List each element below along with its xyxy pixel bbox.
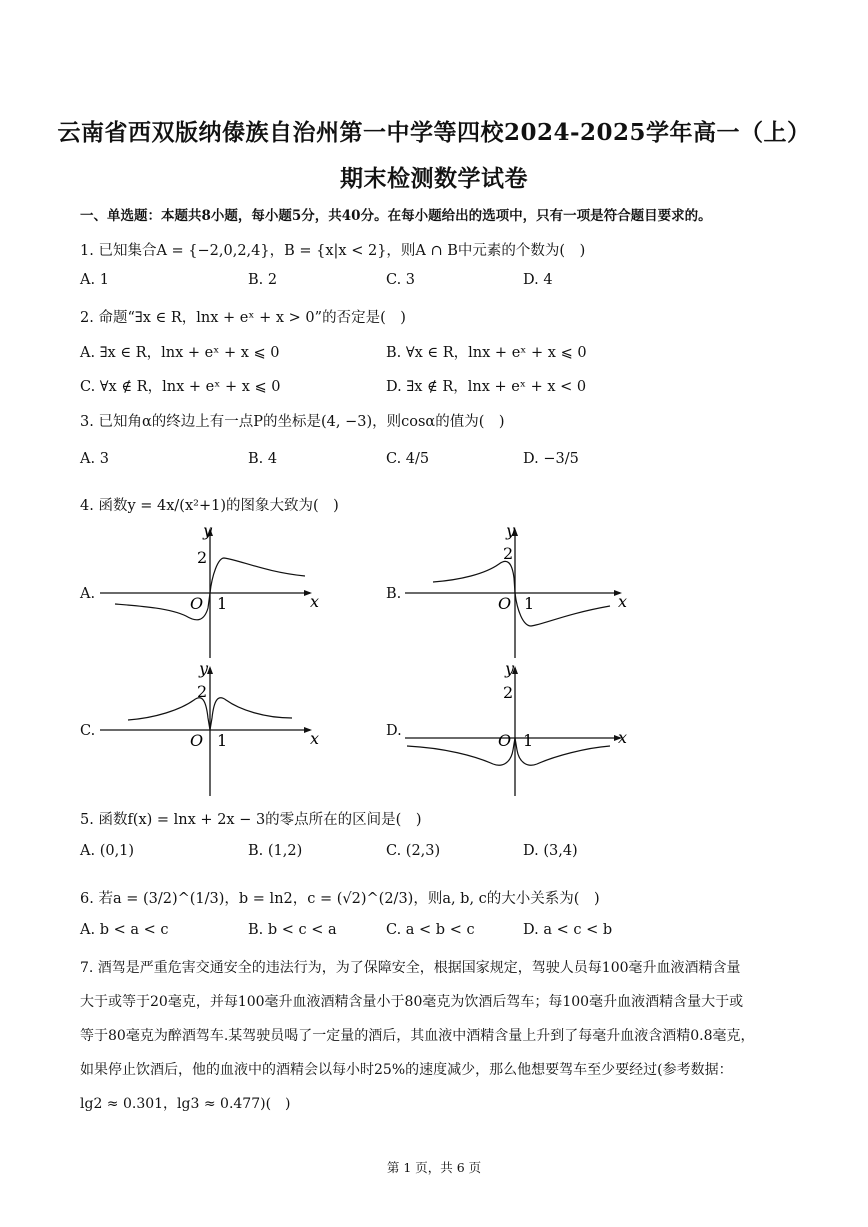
graph-d-label: D. <box>386 723 402 739</box>
graph-b-label: B. <box>386 586 402 602</box>
graph-d-x-label: x <box>618 728 628 747</box>
question-7-line4: 如果停止饮酒后，他的血液中的酒精会以每小时25%的速度减少，那么他想要驾车至少要经过(参考数据： <box>80 1062 733 1078</box>
graph-c-origin: O <box>190 731 204 750</box>
q2-option-a: A. ∃x ∈ R，lnx + eˣ + x ⩽ 0 <box>80 345 280 361</box>
graph-d <box>405 658 635 798</box>
page-footer: 第 1 页，共 6 页 <box>386 1160 482 1175</box>
graph-b-curve <box>433 561 610 626</box>
q6-option-b: B. b < c < a <box>248 922 337 938</box>
q6-option-a: A. b < a < c <box>80 922 169 938</box>
graph-a <box>100 520 330 660</box>
graph-c-tick-y: 2 <box>197 682 208 701</box>
graph-a-label: A. <box>80 586 96 602</box>
q3-option-a: A. 3 <box>80 451 109 467</box>
graph-b <box>405 520 635 660</box>
graph-b-tick-x: 1 <box>524 594 535 613</box>
q5-option-a: A. (0,1) <box>80 843 135 859</box>
question-7-line1: 7. 酒驾是严重危害交通安全的违法行为，为了保障安全，根据国家规定，驾驶人员每100毫升血液酒精含量 <box>80 960 741 976</box>
graph-d-tick-x: 1 <box>523 731 534 750</box>
q6-option-c: C. a < b < c <box>386 922 475 938</box>
question-7-line3: 等于80毫克为醉酒驾车.某驾驶员喝了一定量的酒后，其血液中酒精含量上升到了每毫升血液含酒精0.8毫克， <box>80 1028 755 1044</box>
q1-option-c: C. 3 <box>386 272 416 288</box>
q3-option-d: D. −3/5 <box>523 451 579 467</box>
graph-a-y-label: y <box>203 521 213 540</box>
graph-b-y-label: y <box>506 521 516 540</box>
q5-option-d: D. (3,4) <box>523 843 578 859</box>
graph-b-x-label: x <box>618 592 628 611</box>
q2-option-c: C. ∀x ∉ R，lnx + eˣ + x ⩽ 0 <box>80 379 281 395</box>
graph-b-origin: O <box>498 594 512 613</box>
question-6-stem: 6. 若a = (3/2)^(1/3)，b = ln2，c = (√2)^(2/3)，则a, b, c的大小关系为( ) <box>80 891 600 907</box>
graph-b-tick-y: 2 <box>503 544 514 563</box>
question-7-line2: 大于或等于20毫克，并每100毫升血液酒精含量小于80毫克为饮酒后驾车；每100毫升血液酒精含量大于或 <box>80 994 744 1010</box>
graph-a-x-label: x <box>310 592 320 611</box>
q5-option-c: C. (2,3) <box>386 843 441 859</box>
graph-c <box>100 658 330 798</box>
exam-title-line1: 云南省西双版纳傣族自治州第一中学等四校2024-2025学年高一（上） <box>57 119 811 146</box>
section-heading: 一、单选题：本题共8小题，每小题5分，共40分。在每小题给出的选项中，只有一项是符合题目要求的。 <box>80 208 712 224</box>
question-7-line5: lg2 ≈ 0.301，lg3 ≈ 0.477)( ) <box>80 1096 291 1112</box>
graph-a-origin: O <box>190 594 204 613</box>
graph-d-y-label: y <box>505 659 515 678</box>
q3-option-c: C. 4/5 <box>386 451 430 467</box>
graph-c-x-label: x <box>310 729 320 748</box>
q1-option-b: B. 2 <box>248 272 278 288</box>
question-3-stem: 3. 已知角α的终边上有一点P的坐标是(4, −3)，则cosα的值为( ) <box>80 414 505 430</box>
q5-option-b: B. (1,2) <box>248 843 303 859</box>
q1-option-d: D. 4 <box>523 272 553 288</box>
graph-d-origin: O <box>498 731 512 750</box>
q1-option-a: A. 1 <box>80 272 109 288</box>
question-1-stem: 1. 已知集合A = {−2,0,2,4}，B = {x|x < 2}，则A ∩ B中元素的个数为( ) <box>80 243 586 259</box>
question-5-stem: 5. 函数f(x) = lnx + 2x − 3的零点所在的区间是( ) <box>80 812 422 828</box>
q2-option-b: B. ∀x ∈ R，lnx + eˣ + x ⩽ 0 <box>386 345 587 361</box>
graph-c-tick-x: 1 <box>217 731 228 750</box>
q3-option-b: B. 4 <box>248 451 278 467</box>
graph-a-tick-y: 2 <box>197 548 208 567</box>
graph-a-tick-x: 1 <box>217 594 228 613</box>
question-4-stem: 4. 函数y = 4x/(x²+1)的图象大致为( ) <box>80 498 339 514</box>
question-2-stem: 2. 命题“∃x ∈ R，lnx + eˣ + x > 0”的否定是( ) <box>80 310 406 326</box>
graph-c-y-label: y <box>199 659 209 678</box>
q6-option-d: D. a < c < b <box>523 922 613 938</box>
q2-option-d: D. ∃x ∉ R，lnx + eˣ + x < 0 <box>386 379 587 395</box>
graph-d-tick-y: 2 <box>503 683 514 702</box>
exam-title-line2: 期末检测数学试卷 <box>340 165 528 192</box>
graph-c-label: C. <box>80 723 96 739</box>
